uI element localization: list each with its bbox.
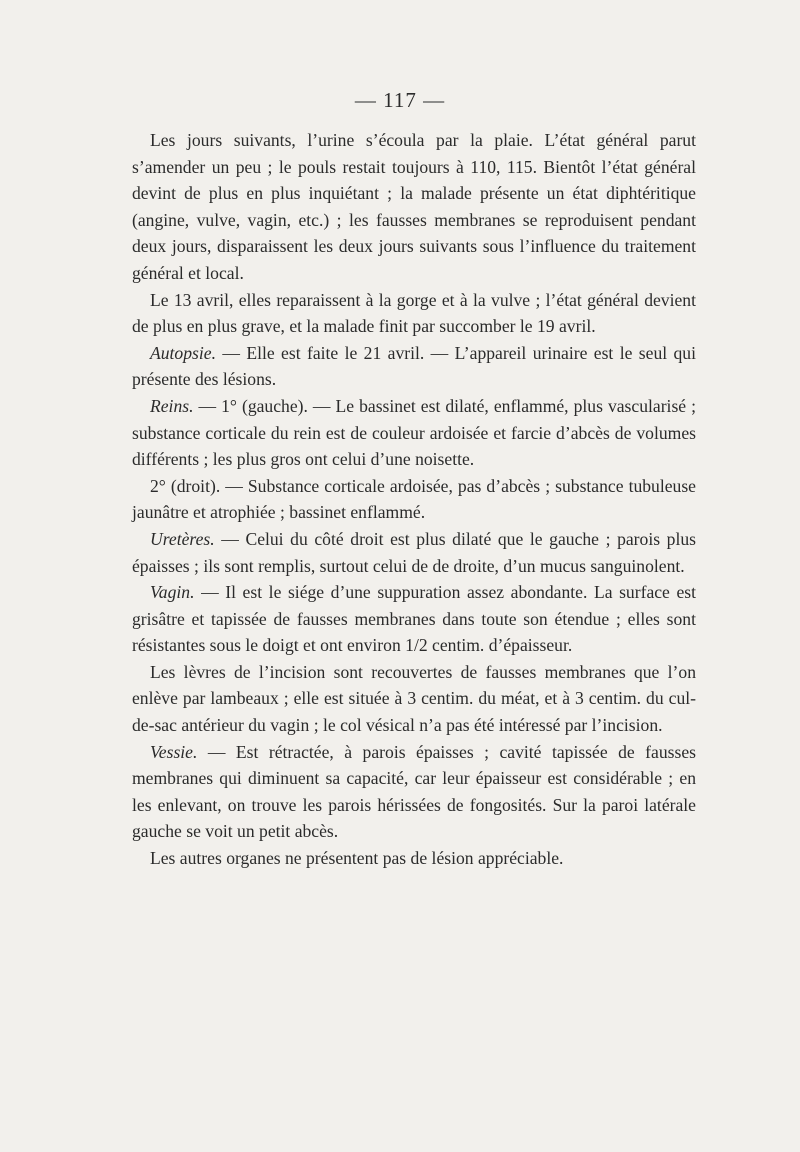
page-number: — 117 — — [354, 88, 446, 112]
paragraph — [132, 845, 696, 872]
paragraph-text: Les lèvres de l’incision sont recouvertes de fausses membranes que l’on enlève par lambeaux ; elle est située à 3 centim. du méat, et à 3 centim. du cul-de-sac antérieur du vagin ; le col vésical n’a pas été intéressé par l’incision. — [132, 661, 696, 736]
paragraph — [132, 473, 696, 526]
section-term: Reins. — [150, 395, 194, 416]
body-text — [132, 127, 696, 872]
paragraph — [132, 739, 696, 845]
paragraph-text: Les autres organes ne présentent pas de lésion appréciable. — [150, 848, 564, 869]
paragraph-text: Les jours suivants, l’urine s’écoula par la plaie. L’état général parut s’amender un peu ; le pouls restait toujours à 110, 115. Bientôt l’état général devint de plus en plus inquiétant ; la malade présente un état diphtéritique (angine, vulve, vagin, etc.) ; les fausses membranes se reproduisent pendant deux jours, disparaissent les deux jours suivants sous l’influence du traitement général et local. — [132, 130, 696, 283]
paragraph — [132, 340, 696, 393]
paragraph — [132, 526, 696, 579]
paragraph — [132, 127, 696, 287]
section-term: Autopsie. — [150, 342, 216, 363]
paragraph — [132, 579, 696, 659]
paragraph — [132, 393, 696, 473]
paragraph-text: Le 13 avril, elles reparaissent à la gorge et à la vulve ; l’état général devient de plus en plus grave, et la malade finit par succomber le 19 avril. — [132, 289, 696, 337]
section-term: Vagin. — [150, 582, 195, 603]
paragraph-text: — 1° (gauche). — Le bassinet est dilaté, enflammé, plus vascularisé ; substance corticale du rein est de couleur ardoisée et farcie d’abcès de volumes différents ; les plus gros ont celui d’une noisette. — [132, 395, 696, 470]
section-term: Uretères. — [150, 528, 215, 549]
paragraph-text: — Il est le siége d’une suppuration assez abondante. La surface est grisâtre et tapissée de fausses membranes dans toute son étendue ; elles sont résistantes sous le doigt et ont environ 1/2 centim. d’épaisseur. — [132, 582, 696, 656]
section-term: Vessie. — [150, 741, 198, 762]
paragraph-text: 2° (droit). — Substance corticale ardoisée, pas d’abcès ; substance tubuleuse jaunâtre et atrophiée ; bassinet enflammé. — [132, 475, 696, 523]
paragraph-text: — Est rétractée, à parois épaisses ; cavité tapissée de fausses membranes qui diminuent sa capacité, car leur épaisseur est considérable ; en les enlevant, on trouve les parois hérissées de fongosités. Sur la paroi latérale gauche se voit un petit abcès. — [132, 741, 696, 842]
paragraph — [132, 287, 696, 340]
paragraph — [132, 659, 696, 739]
paragraph-text: — Celui du côté droit est plus dilaté que le gauche ; parois plus épaisses ; ils sont remplis, surtout celui de de droite, d’un mucus sanguinolent. — [132, 528, 696, 576]
paragraph-text: — Elle est faite le 21 avril. — L’appareil urinaire est le seul qui présente des lésions. — [132, 342, 696, 390]
